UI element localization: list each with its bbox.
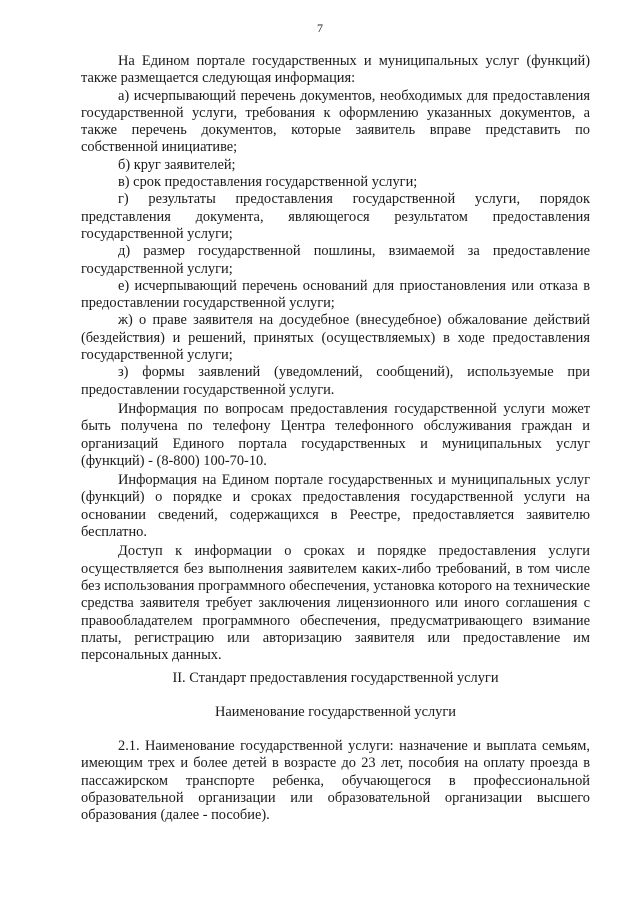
list-item-z: з) формы заявлений (уведомлений, сообщений), используемые при предоставлении государственной услуги.: [81, 364, 590, 398]
list-item-e: е) исчерпывающий перечень оснований для приостановления или отказа в предоставлении государственной услуги;: [81, 277, 590, 312]
paragraph-access-info: Доступ к информации о сроках и порядке предоставления услуги осуществляется без выполнения заявителем каких-либо требований, в том числе без использования программного обеспечения, установка которого на технические средства заявителя требует заключения лицензионного или иного соглашения с правообладателем программного обеспечения, предусматривающего взимание платы, регистрацию или авторизацию заявителя или предоставление им персональных данных.: [81, 543, 590, 664]
paragraph-intro: На Едином портале государственных и муниципальных услуг (функций) также размещается следующая информация:: [81, 53, 590, 87]
list-item-a: а) исчерпывающий перечень документов, необходимых для предоставления государственной услуги, требования к оформлению указанных документов, а также перечень документов, которые заявитель вправе представить по собственной инициативе;: [81, 87, 590, 156]
list-item-b: б) круг заявителей;: [118, 156, 236, 173]
body-text: [81, 53, 590, 664]
paragraph-phone-info: Информация по вопросам предоставления государственной услуги может быть получена по телефону Центра телефонного обслуживания граждан и организаций Единого портала государственных и муниципальных услуг (функций) - (8-800) 100-70-10.: [81, 400, 590, 469]
list-item-zh: ж) о праве заявителя на досудебное (внесудебное) обжалование действий (бездействия) и решений, принятых (осуществляемых) в ходе предоставления государственной услуги;: [81, 312, 590, 364]
subheading: Наименование государственной услуги: [215, 704, 456, 720]
section-heading: II. Стандарт предоставления государственной услуги: [172, 670, 499, 686]
list-item-v: в) срок предоставления государственной услуги;: [118, 174, 418, 191]
list-item-d: д) размер государственной пошлины, взимаемой за предоставление государственной услуги;: [81, 243, 590, 277]
list-item-g: г) результаты предоставления государственной услуги, порядок представления документа, являющегося результатом предоставления государственной услуги;: [81, 191, 590, 242]
paragraph-2-1: 2.1. Наименование государственной услуги: назначение и выплата семьям, имеющим трех и более детей в возрасте до 23 лет, пособия на оплату проезда в пассажирском транспорте ребенка, обучающегося в профессиональной образовательной организации или образовательной организации высшего образования (далее - пособие).: [81, 738, 590, 824]
final-text: [81, 738, 590, 824]
page-number: 7: [317, 21, 323, 35]
paragraph-portal-info: Информация на Едином портале государственных и муниципальных услуг (функций) о порядке и сроках предоставления государственной услуги на основании сведений, содержащихся в Реестре, предоставляется заявителю бесплатно.: [81, 472, 590, 541]
